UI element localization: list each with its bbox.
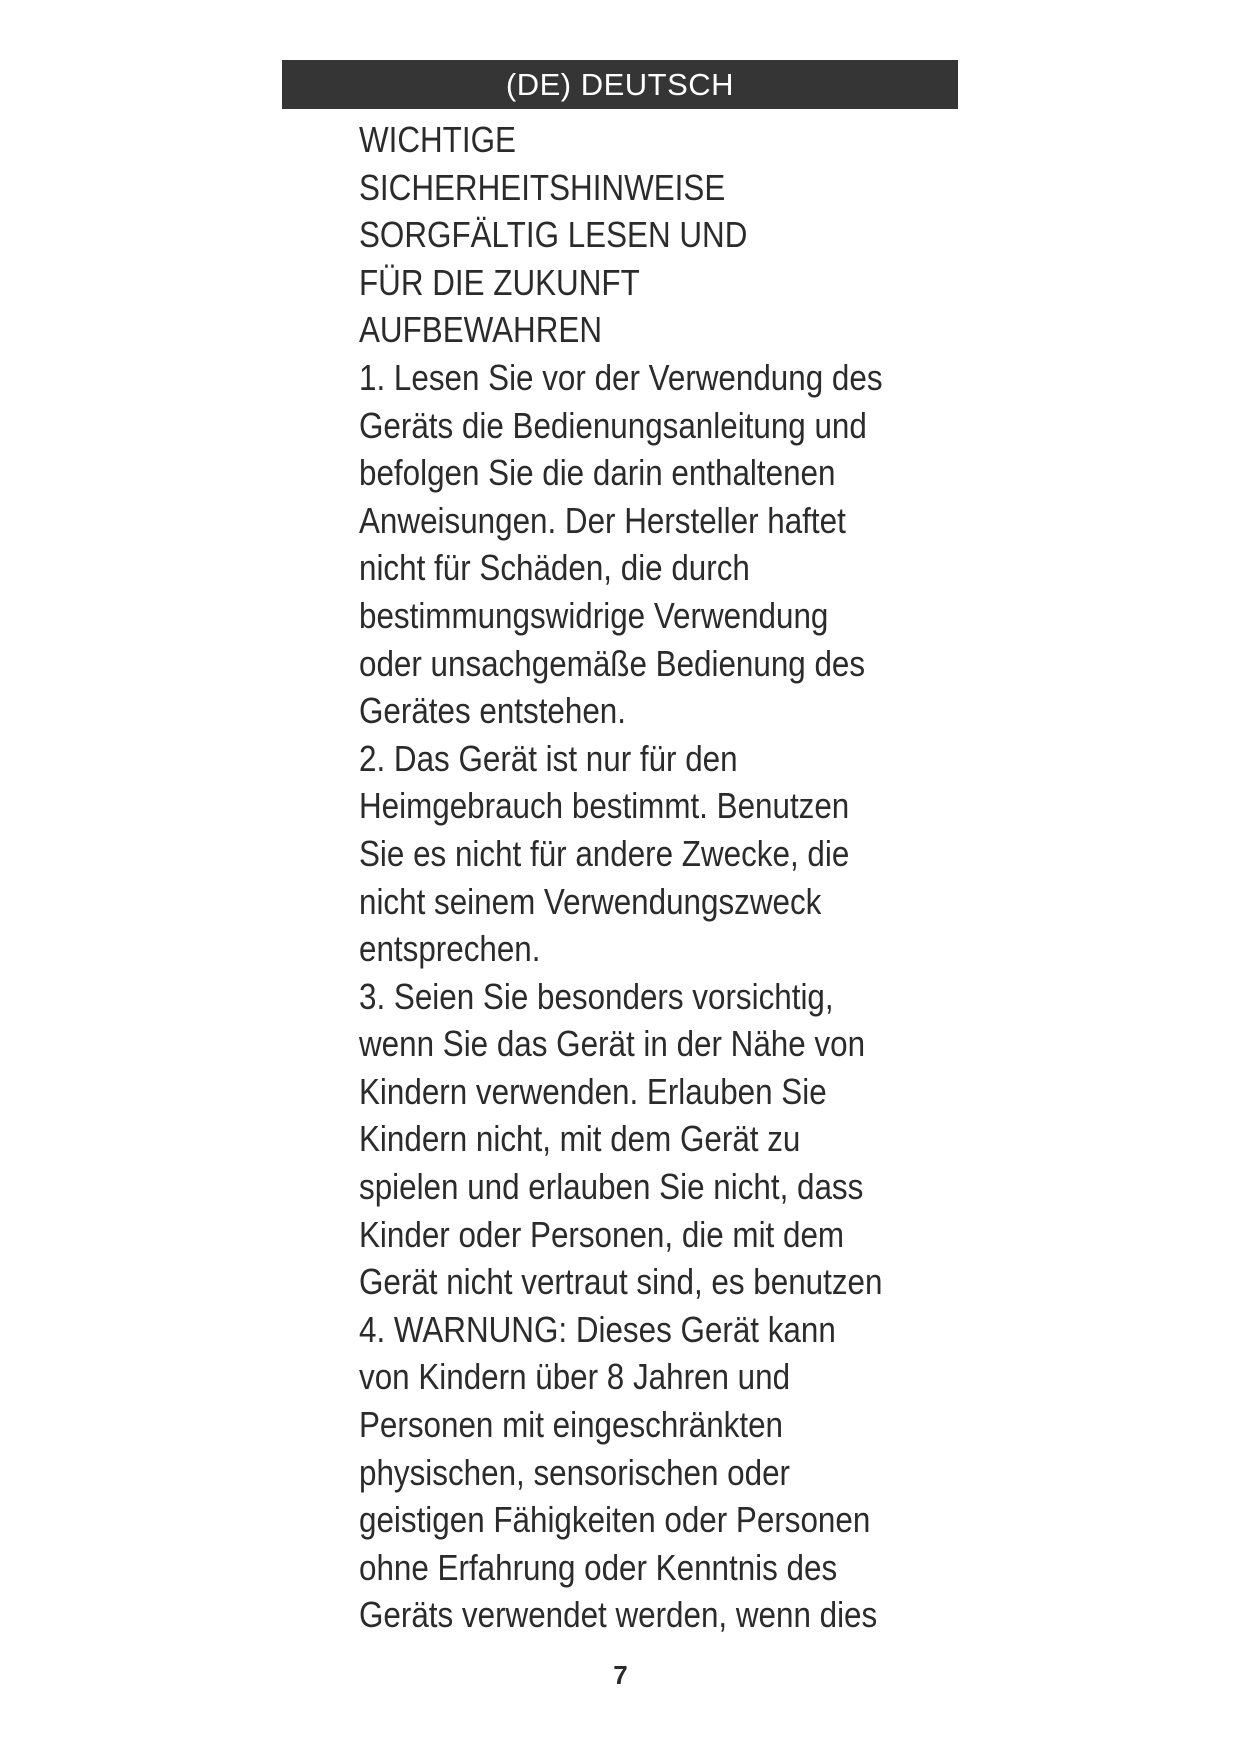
heading-line: AUFBEWAHREN xyxy=(359,309,603,351)
body-line: Geräts verwendet werden, wenn dies xyxy=(359,1594,878,1636)
body-line: bestimmungswidrige Verwendung xyxy=(359,594,829,636)
body-line: Kindern nicht, mit dem Gerät zu xyxy=(359,1118,801,1160)
body-line: 2. Das Gerät ist nur für den xyxy=(359,737,738,779)
page-number: 7 xyxy=(613,1660,628,1690)
body-line: von Kindern über 8 Jahren und xyxy=(359,1356,791,1398)
body-line: 1. Lesen Sie vor der Verwendung des xyxy=(359,356,883,398)
body-line: befolgen Sie die darin enthaltenen xyxy=(359,452,836,494)
body-line: Kindern verwenden. Erlauben Sie xyxy=(359,1070,827,1112)
body-line: 3. Seien Sie besonders vorsichtig, xyxy=(359,975,834,1017)
body-line: entsprechen. xyxy=(359,928,541,970)
heading-line: SORGFÄLTIG LESEN UND xyxy=(359,214,748,256)
body-line: Heimgebrauch bestimmt. Benutzen xyxy=(359,785,850,827)
manual-text-column xyxy=(359,116,892,1639)
body-line: Sie es nicht für andere Zwecke, die xyxy=(359,832,850,874)
heading-line: FÜR DIE ZUKUNFT xyxy=(359,261,640,303)
body-line: ohne Erfahrung oder Kenntnis des xyxy=(359,1546,838,1588)
body-line: Gerät nicht vertraut sind, es benutzen xyxy=(359,1261,883,1303)
body-line: spielen und erlauben Sie nicht, dass xyxy=(359,1166,864,1208)
language-header-bar xyxy=(282,60,958,109)
heading-line: SICHERHEITSHINWEISE xyxy=(359,166,726,208)
body-line: oder unsachgemäße Bedienung des xyxy=(359,642,866,684)
body-line: Kinder oder Personen, die mit dem xyxy=(359,1213,845,1255)
body-line: physischen, sensorischen oder xyxy=(359,1451,790,1493)
body-line: Personen mit eingeschränkten xyxy=(359,1404,784,1446)
body-line: nicht seinem Verwendungszweck xyxy=(359,880,822,922)
body-line: Geräts die Bedienungsanleitung und xyxy=(359,404,867,446)
body-line: Anweisungen. Der Hersteller haftet xyxy=(359,499,846,541)
body-line: nicht für Schäden, die durch xyxy=(359,547,750,589)
body-line: 4. WARNUNG: Dieses Gerät kann xyxy=(359,1308,836,1350)
body-line: geistigen Fähigkeiten oder Personen xyxy=(359,1499,871,1541)
language-label: (DE) DEUTSCH xyxy=(505,67,735,102)
heading-line: WICHTIGE xyxy=(359,119,516,160)
body-line: wenn Sie das Gerät in der Nähe von xyxy=(359,1023,866,1065)
body-line: Gerätes entstehen. xyxy=(359,690,626,732)
